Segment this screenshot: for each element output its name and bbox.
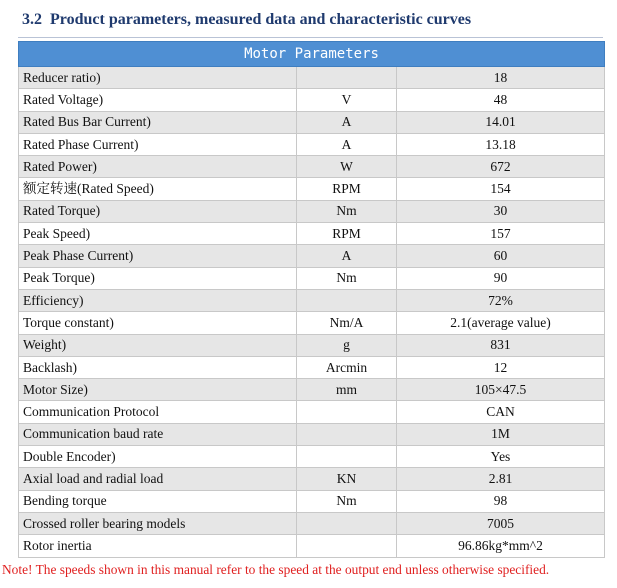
param-unit-cell: mm (297, 379, 397, 401)
param-name-cell: Rated Bus Bar Current) (19, 111, 297, 133)
param-value-cell: 30 (397, 200, 605, 222)
speed-note: Note! The speeds shown in this manual refer to the speed at the output end unless otherwise specified. (2, 562, 550, 577)
param-value-cell: 831 (397, 334, 605, 356)
param-name-cell: Crossed roller bearing models (19, 512, 297, 534)
param-value-cell: 90 (397, 267, 605, 289)
table-row (19, 423, 605, 445)
section-heading (22, 11, 471, 29)
param-unit-cell: RPM (297, 223, 397, 245)
param-value-cell: 13.18 (397, 133, 605, 155)
table-row (19, 178, 605, 200)
param-name-cell: Rated Phase Current) (19, 133, 297, 155)
table-row (19, 267, 605, 289)
param-unit-cell: A (297, 133, 397, 155)
param-unit-cell: g (297, 334, 397, 356)
param-name-cell: Peak Phase Current) (19, 245, 297, 267)
param-unit-cell: A (297, 245, 397, 267)
param-unit-cell: Nm/A (297, 312, 397, 334)
param-name-cell: Torque constant) (19, 312, 297, 334)
param-unit-cell: KN (297, 468, 397, 490)
table-row (19, 379, 605, 401)
param-name-cell: Rated Power) (19, 156, 297, 178)
param-unit-cell: V (297, 89, 397, 111)
param-unit-cell: Nm (297, 267, 397, 289)
param-name-cell: Communication baud rate (19, 423, 297, 445)
table-row (19, 289, 605, 311)
param-name-cell: Peak Torque) (19, 267, 297, 289)
section-number: 3.2 (22, 11, 42, 28)
param-name-cell: 额定转速(Rated Speed) (19, 178, 297, 200)
param-value-cell: 72% (397, 289, 605, 311)
param-name-cell: Double Encoder) (19, 446, 297, 468)
param-value-cell: 48 (397, 89, 605, 111)
table-body (19, 67, 605, 558)
param-value-cell: Yes (397, 446, 605, 468)
param-unit-cell (297, 401, 397, 423)
param-name-cell: Efficiency) (19, 289, 297, 311)
param-unit-cell (297, 512, 397, 534)
table-row (19, 111, 605, 133)
table-row (19, 535, 605, 557)
section-title: Product parameters, measured data and characteristic curves (50, 11, 472, 28)
param-value-cell: 98 (397, 490, 605, 512)
param-value-cell: 18 (397, 67, 605, 89)
param-value-cell: 105×47.5 (397, 379, 605, 401)
table-row (19, 468, 605, 490)
param-unit-cell: RPM (297, 178, 397, 200)
table-row (19, 334, 605, 356)
table-row (19, 67, 605, 89)
param-name-cell: Bending torque (19, 490, 297, 512)
param-value-cell: 12 (397, 356, 605, 378)
table-row (19, 356, 605, 378)
param-unit-cell (297, 446, 397, 468)
table-row (19, 312, 605, 334)
param-unit-cell: W (297, 156, 397, 178)
table-row (19, 133, 605, 155)
param-unit-cell: Nm (297, 200, 397, 222)
motor-parameters-table (18, 41, 605, 558)
table-row (19, 245, 605, 267)
table-header: Motor Parameters (19, 42, 605, 67)
param-name-cell: Motor Size) (19, 379, 297, 401)
param-unit-cell: Arcmin (297, 356, 397, 378)
param-name-cell: Reducer ratio) (19, 67, 297, 89)
param-value-cell: 60 (397, 245, 605, 267)
param-unit-cell: Nm (297, 490, 397, 512)
param-name-cell: Communication Protocol (19, 401, 297, 423)
param-value-cell: 672 (397, 156, 605, 178)
table-row (19, 200, 605, 222)
param-unit-cell (297, 67, 397, 89)
param-unit-cell (297, 535, 397, 557)
table-row (19, 490, 605, 512)
param-value-cell: 96.86kg*mm^2 (397, 535, 605, 557)
param-unit-cell: A (297, 111, 397, 133)
param-value-cell: 7005 (397, 512, 605, 534)
param-value-cell: CAN (397, 401, 605, 423)
table-row (19, 89, 605, 111)
param-name-cell: Axial load and radial load (19, 468, 297, 490)
table-row (19, 512, 605, 534)
table-row (19, 223, 605, 245)
param-name-cell: Weight) (19, 334, 297, 356)
param-value-cell: 157 (397, 223, 605, 245)
param-value-cell: 1M (397, 423, 605, 445)
heading-divider (18, 37, 603, 38)
param-unit-cell (297, 289, 397, 311)
param-name-cell: Rated Voltage) (19, 89, 297, 111)
param-value-cell: 2.1(average value) (397, 312, 605, 334)
param-name-cell: Rotor inertia (19, 535, 297, 557)
param-unit-cell (297, 423, 397, 445)
table-row (19, 156, 605, 178)
table-row (19, 401, 605, 423)
param-value-cell: 2.81 (397, 468, 605, 490)
param-value-cell: 14.01 (397, 111, 605, 133)
param-value-cell: 154 (397, 178, 605, 200)
param-name-cell: Backlash) (19, 356, 297, 378)
param-name-cell: Peak Speed) (19, 223, 297, 245)
param-name-cell: Rated Torque) (19, 200, 297, 222)
table-row (19, 446, 605, 468)
